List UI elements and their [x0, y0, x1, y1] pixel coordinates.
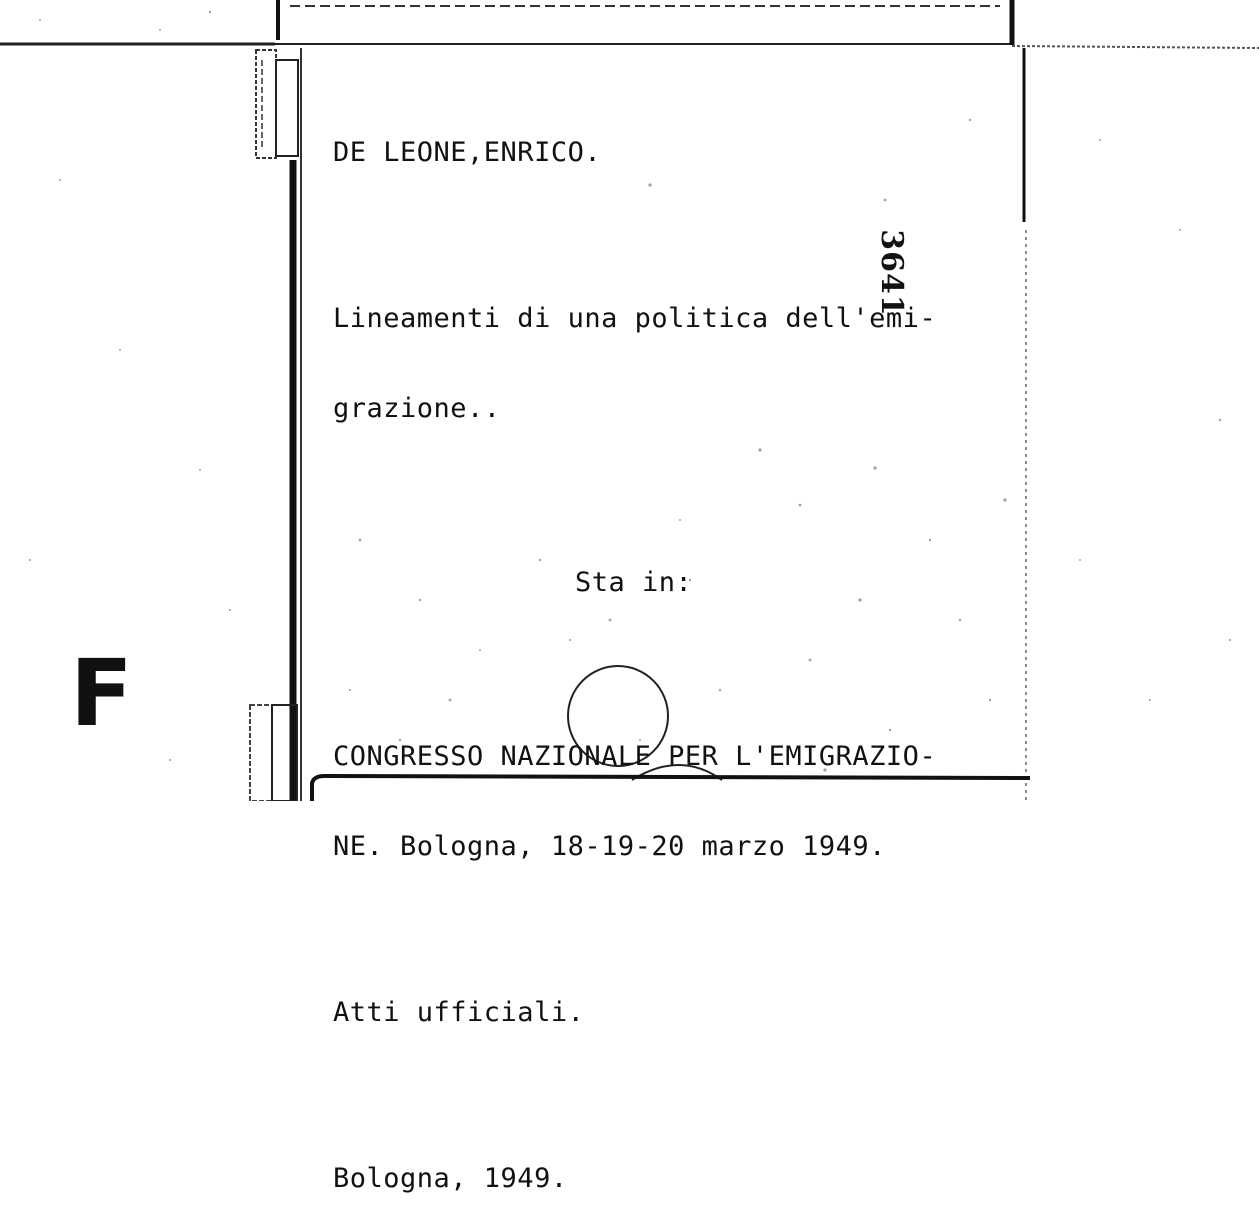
host-line-1: CONGRESSO NAZIONALE PER L'EMIGRAZIO-: [333, 741, 937, 772]
title-line-2: grazione..: [333, 393, 501, 424]
catalog-card-text: [333, 78, 936, 1224]
call-number-stamp: 3641: [874, 229, 910, 317]
author-heading: DE LEONE,ENRICO.: [333, 137, 602, 168]
in-label: Sta in:: [575, 567, 693, 598]
host-subtitle: Atti ufficiali.: [333, 997, 585, 1028]
imprint: Bologna, 1949.: [333, 1163, 568, 1194]
title-line-1: Lineamenti di una politica dell'emi-: [333, 303, 937, 334]
margin-letter: F: [70, 640, 133, 747]
host-line-2: NE. Bologna, 18-19-20 marzo 1949.: [333, 831, 886, 862]
